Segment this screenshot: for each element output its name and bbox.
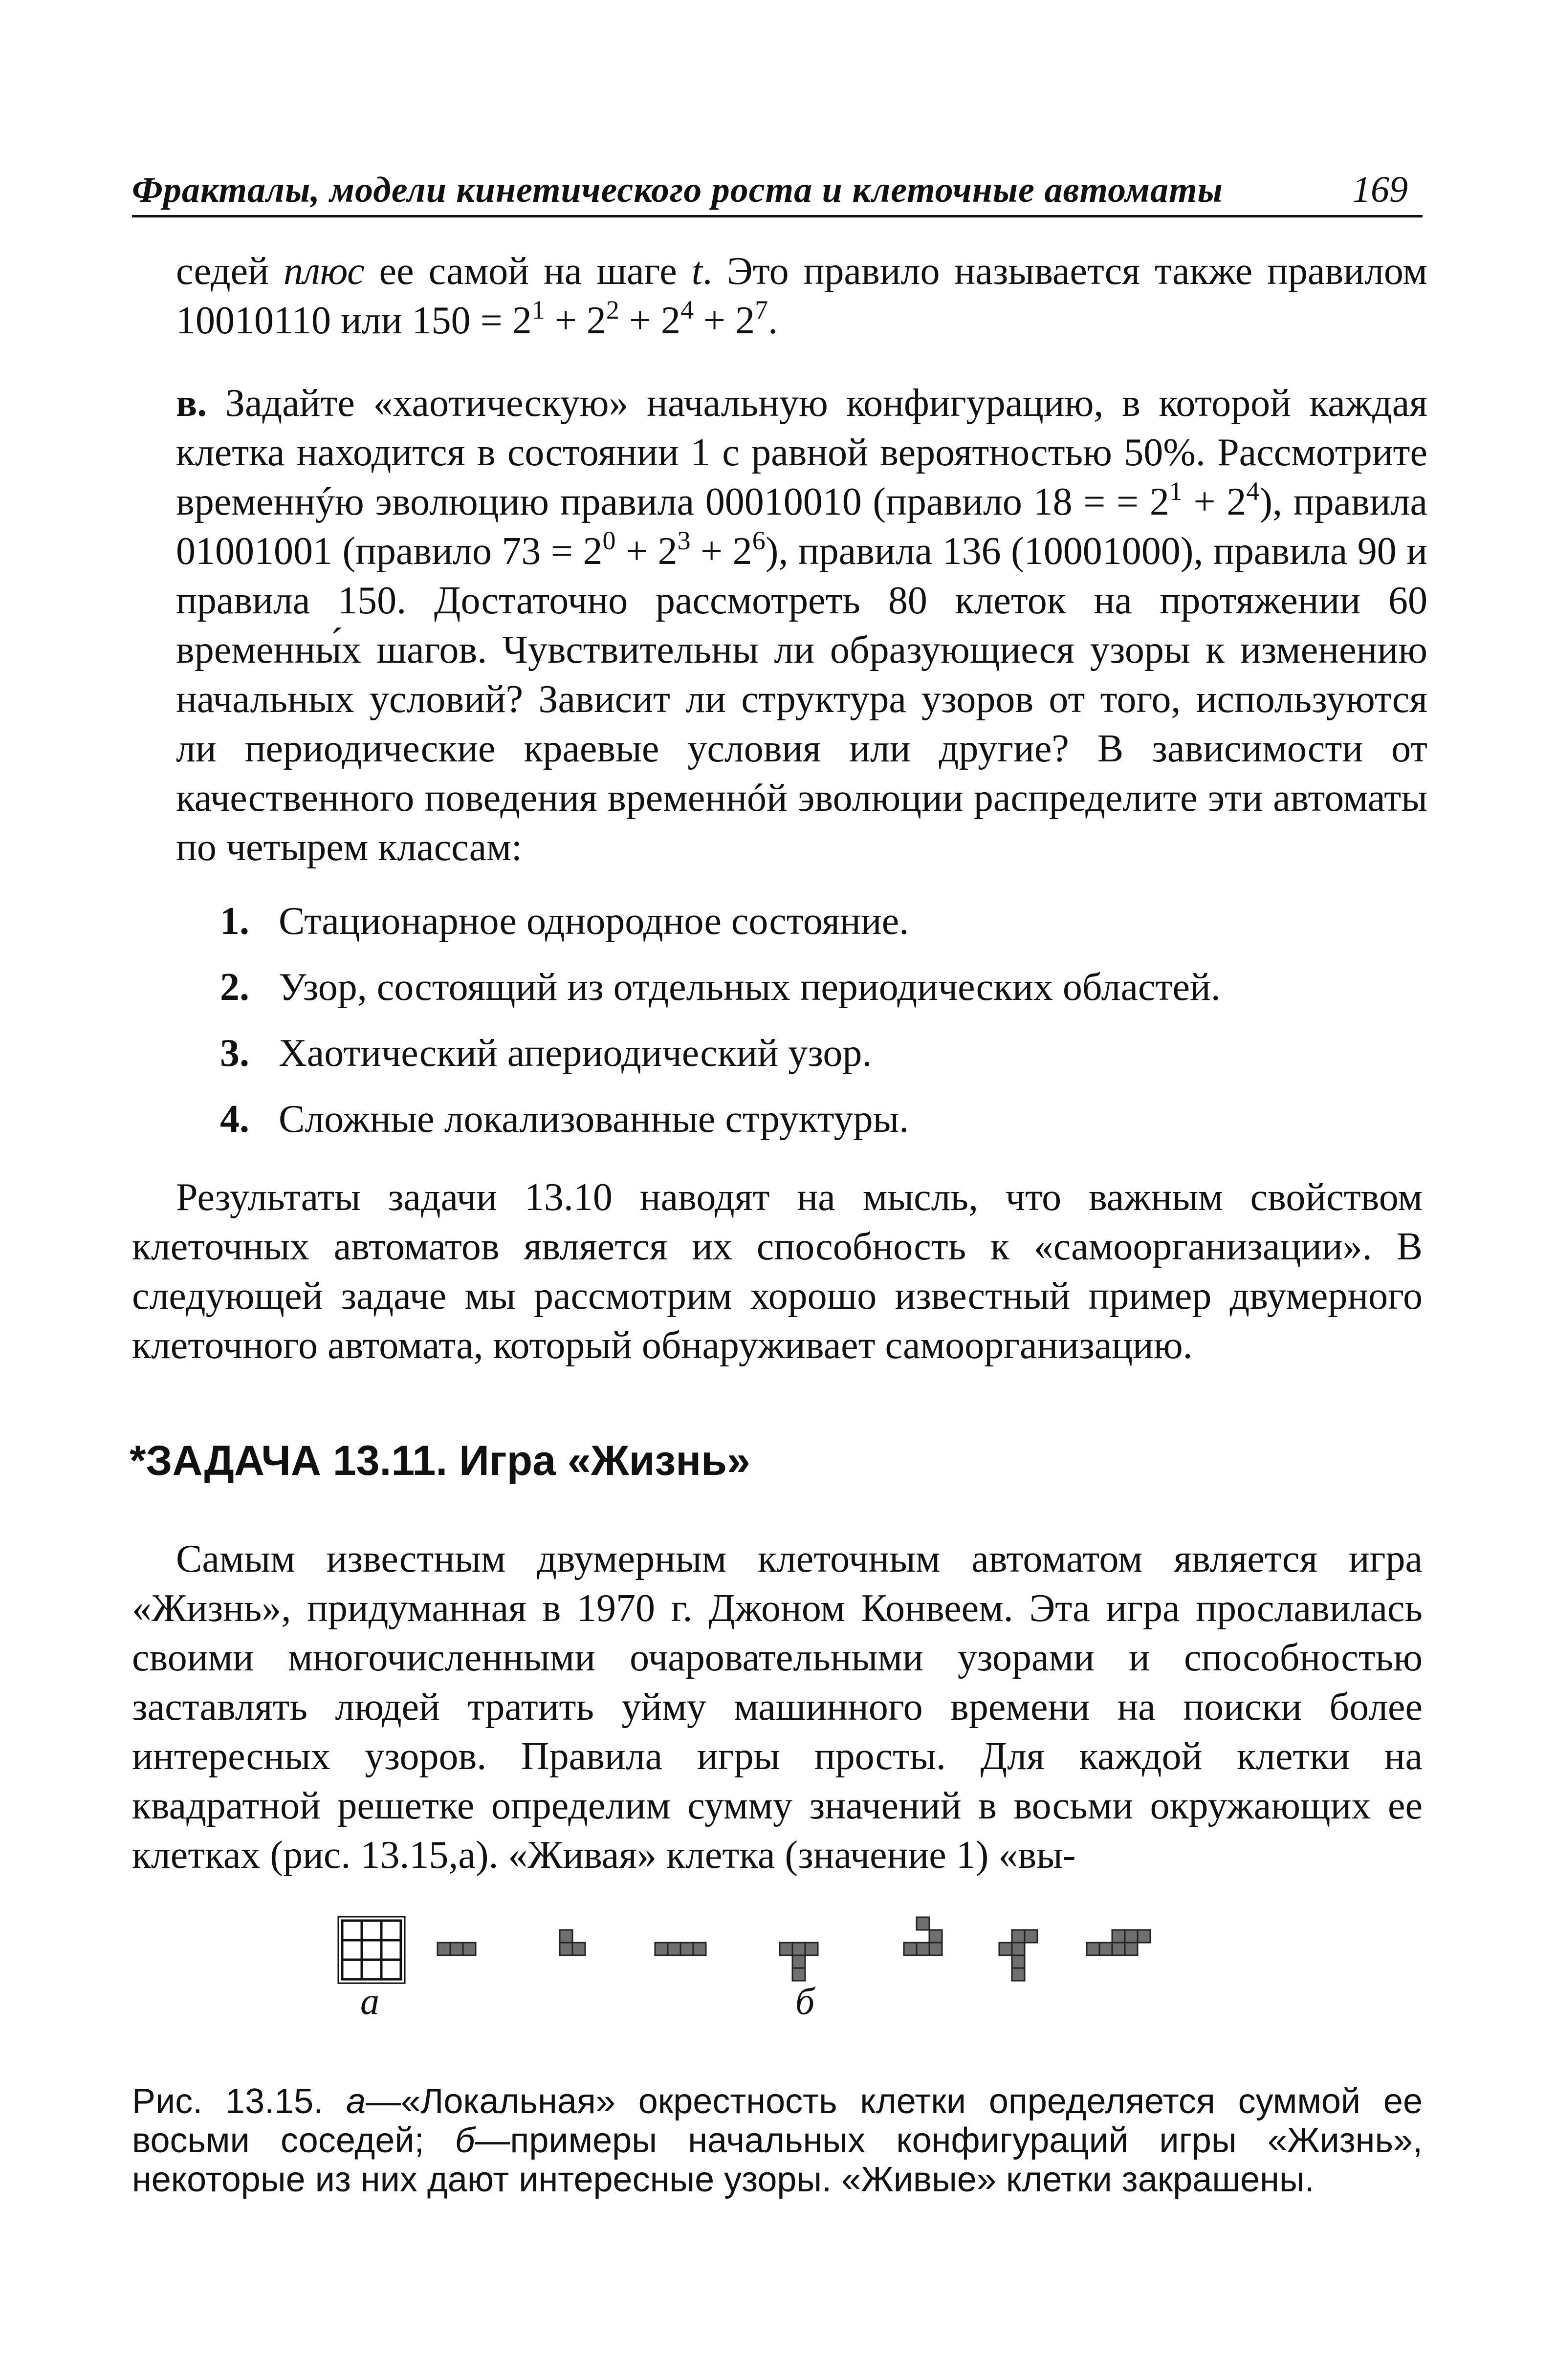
pattern-horizontal-4 [655,1943,706,1955]
list-number: 4. [220,1098,249,1141]
paragraph-life-intro [132,1535,1423,1880]
text-run: + 2 [693,299,755,342]
list-text: Сложные локализованные структуры. [279,1098,909,1141]
superscript: 6 [752,526,766,555]
superscript: 4 [1246,476,1260,506]
figure-13-15 [337,1896,1242,2023]
list-item [220,899,1393,965]
neighborhood-grid [338,1917,405,1983]
running-title: Фракталы, модели кинетического роста и клеточные автоматы [132,170,1223,210]
pattern-horizontal-3 [438,1943,476,1955]
pattern-l-shape [560,1930,585,1955]
list-number: 2. [220,966,249,1009]
list-text: Стационарное однородное состояние. [279,900,909,943]
page-number: 169 [1352,169,1408,210]
running-header [132,161,1423,217]
paragraph-text: Самым известным двумерным клеточным автоматом является игра «Жизнь», придуманная в 1970 г. Джоном Конвеем. Эта игра прославилась своими многочисленными очаровательными узорами и способностью заставлять людей тратить уйму машинного времени на поиски более интересных узоров. Правила игры просты. Для каждой клетки на квадратной решетке определим сумму значений в восьми окружающих ее клетках (рис. 13.15,а). «Живая» клетка (значение 1) «вы- [132,1537,1423,1877]
figure-caption [132,2082,1423,2199]
text-run: ее самой на шаге [364,250,692,293]
italic-t: t [691,250,702,293]
italic-plus: плюс [283,250,365,293]
text-run: седей [176,250,284,293]
figure-label-b: б [795,1980,815,2022]
list-number: 3. [220,1032,249,1075]
item-label: в. [176,382,207,425]
pattern-wide [1087,1930,1150,1955]
pattern-hook [904,1917,942,1955]
caption-lead: Рис. 13.15. [132,2082,347,2121]
caption-a: а [346,2082,366,2121]
figure-svg [337,1896,1242,2023]
figure-label-a: а [360,1980,379,2022]
caption-b: б [455,2121,475,2160]
text-run: + 2 [1182,480,1247,523]
pattern-r-pentomino [999,1930,1037,1981]
superscript: 1 [1169,476,1183,506]
text-run: . Это правило называется также правилом 10010110 или 150 = 2 [176,250,1427,342]
class-list [220,899,1393,1163]
list-number: 1. [220,900,249,943]
paragraph-rule-150 [176,247,1427,346]
list-item [220,1031,1393,1097]
paragraph-self-organization [132,1173,1423,1370]
list-item [220,1097,1393,1163]
text-run: ), правила 01001001 (правило 73 = 2 [176,480,1427,573]
list-text: Узор, состоящий из отдельных периодических областей. [279,966,1221,1009]
heading-star: * [130,1437,146,1484]
text-run: Задайте «хаотическую» начальную конфигурацию, в которой каждая клетка находится в состоянии 1 с равной вероятностью 50%. Рассмотрите временнýю эволюцию правила 00010010 (правило 18 = = 2 [176,382,1427,523]
superscript: 2 [606,295,619,325]
superscript: 4 [680,295,694,325]
caption-text: —«Локальная» окрестность клетки определяется суммой ее восьми соседей; [132,2082,1423,2160]
paragraph-text: Результаты задачи 13.10 наводят на мысль, что важным свойством клеточных автоматов является их способность к «самоорганизации». В следующей задаче мы рассмотрим хорошо известный пример двумерного клеточного автомата, который обнаруживает самоорганизацию. [132,1176,1423,1367]
heading-text: ЗАДАЧА 13.11. Игра «Жизнь» [146,1437,750,1484]
text-run: . [768,299,778,342]
caption-text: —примеры начальных конфигураций игры «Жизнь», некоторые из них дают интересные узоры. «Живые» клетки закрашены. [132,2121,1423,2199]
paragraph-task-v [176,379,1427,872]
pattern-t-shape [780,1943,818,1981]
text-run: ), правила 136 (10001000), правила 90 и правила 150. Достаточно рассмотреть 80 клеток на протяжении 60 временны́х шагов. Чувствительны ли образующиеся узоры к изменению начальных условий? Зависит ли структура узоров от того, используются ли периодические краевые условия или другие? В зависимости от качественного поведения временнóй эволюции распределите эти автоматы по четырем классам: [176,530,1428,869]
problem-heading [130,1437,750,1485]
superscript: 3 [677,526,691,555]
list-text: Хаотический апериодический узор. [279,1032,872,1075]
superscript: 1 [531,295,545,325]
text-run: + 2 [545,299,606,342]
superscript: 7 [755,295,768,325]
text-run: + 2 [615,530,678,573]
text-run: + 2 [690,530,752,573]
text-run: + 2 [619,299,680,342]
list-item [220,965,1393,1031]
superscript: 0 [602,526,616,555]
